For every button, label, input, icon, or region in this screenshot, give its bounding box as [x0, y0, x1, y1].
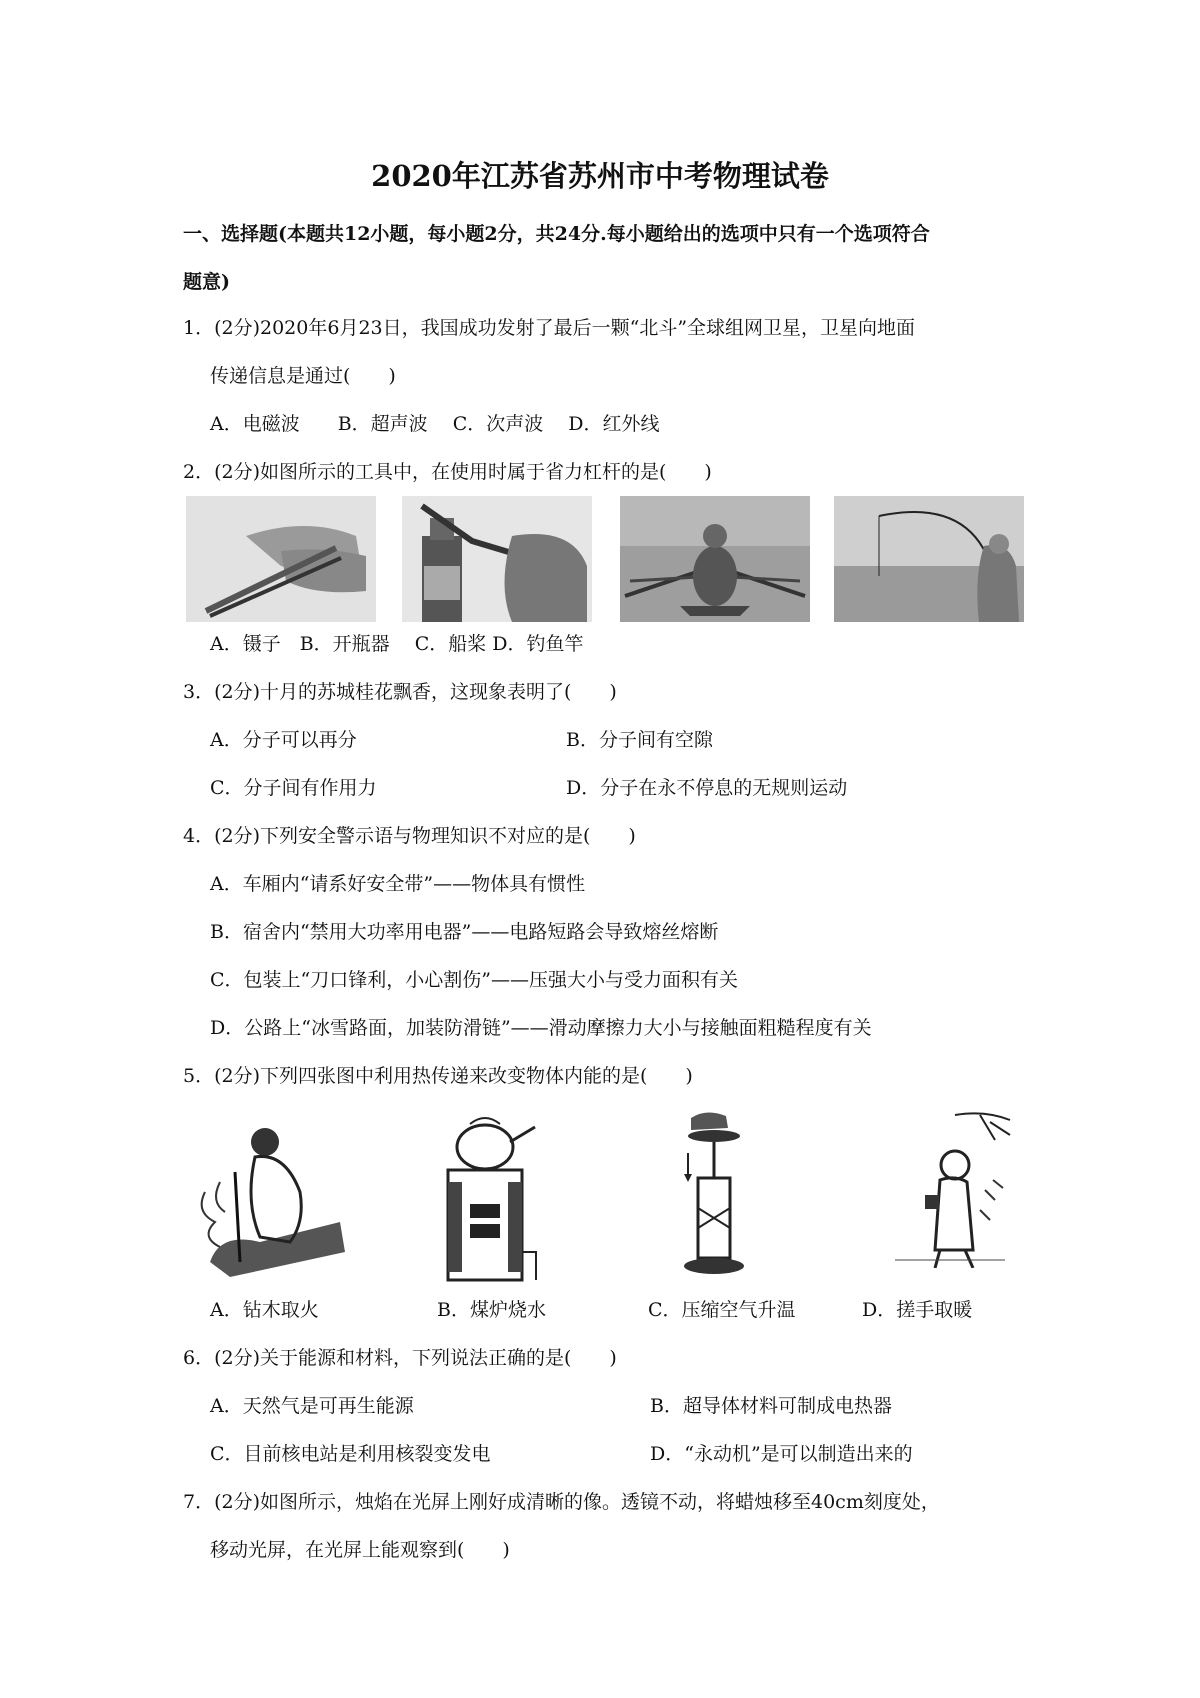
question-3-option-b: B．分子间有空隙	[566, 729, 713, 751]
question-5-option-d: D．搓手取暖	[862, 1299, 973, 1321]
question-6-stem: 6．(2分)关于能源和材料，下列说法正确的是( )	[183, 1347, 617, 1369]
question-2-options: A．镊子 B．开瓶器 C．船桨 D．钓鱼竿	[210, 633, 584, 655]
question-4-option-d: D．公路上“冰雪路面，加装防滑链”——滑动摩擦力大小与接触面粗糙程度有关	[210, 1017, 872, 1039]
rowing-oar-photo	[620, 496, 810, 622]
question-5-stem: 5．(2分)下列四张图中利用热传递来改变物体内能的是( )	[183, 1065, 693, 1087]
question-4-option-b: B．宿舍内“禁用大功率用电器”——电路短路会导致熔丝熔断	[210, 921, 719, 943]
question-6-option-a: A．天然气是可再生能源	[210, 1395, 414, 1417]
question-4-option-a: A．车厢内“请系好安全带”——物体具有惯性	[210, 873, 586, 895]
drilling-wood-drawing	[190, 1112, 350, 1280]
question-3-stem: 3．(2分)十月的苏城桂花飘香，这现象表明了( )	[183, 681, 617, 703]
question-3-option-d: D．分子在永不停息的无规则运动	[566, 777, 848, 799]
question-7-stem-line2: 移动光屏，在光屏上能观察到( )	[210, 1539, 510, 1561]
question-5-option-b: B．煤炉烧水	[437, 1299, 546, 1321]
question-6-option-b: B．超导体材料可制成电热器	[650, 1395, 892, 1417]
fishing-rod-photo	[834, 496, 1024, 622]
question-1-options: A．电磁波 B．超声波 C．次声波 D．红外线	[210, 413, 660, 435]
rubbing-hands-drawing	[885, 1110, 1015, 1268]
tweezers-photo	[186, 496, 376, 622]
question-3-option-c: C．分子间有作用力	[210, 777, 377, 799]
question-7-stem-line1: 7．(2分)如图所示，烛焰在光屏上刚好成清晰的像。透镜不动，将蜡烛移至40cm刻度处，	[183, 1491, 940, 1513]
question-5-option-c: C．压缩空气升温	[648, 1299, 796, 1321]
bottle-opener-photo	[402, 496, 592, 622]
question-5-option-a: A．钻木取火	[210, 1299, 319, 1321]
question-4-option-c: C．包装上“刀口锋利，小心割伤”——压强大小与受力面积有关	[210, 969, 738, 991]
question-4-stem: 4．(2分)下列安全警示语与物理知识不对应的是( )	[183, 825, 636, 847]
question-3-option-a: A．分子可以再分	[210, 729, 357, 751]
page-title: 2020年江苏省苏州市中考物理试卷	[371, 159, 829, 193]
question-2-stem: 2．(2分)如图所示的工具中，在使用时属于省力杠杆的是( )	[183, 461, 712, 483]
question-1-stem-line1: 1．(2分)2020年6月23日，我国成功发射了最后一颗“北斗”全球组网卫星，卫星向地面	[183, 317, 916, 339]
section-heading-line1: 一、选择题(本题共12小题，每小题2分，共24分.每小题给出的选项中只有一个选项符合	[183, 223, 930, 245]
question-6-option-c: C．目前核电站是利用核裂变发电	[210, 1443, 491, 1465]
question-1-stem-line2: 传递信息是通过( )	[210, 365, 396, 387]
question-6-option-d: D．“永动机”是可以制造出来的	[650, 1443, 913, 1465]
coal-stove-drawing	[440, 1112, 540, 1282]
air-compression-drawing	[676, 1108, 746, 1276]
section-heading-line2: 题意)	[183, 271, 230, 293]
